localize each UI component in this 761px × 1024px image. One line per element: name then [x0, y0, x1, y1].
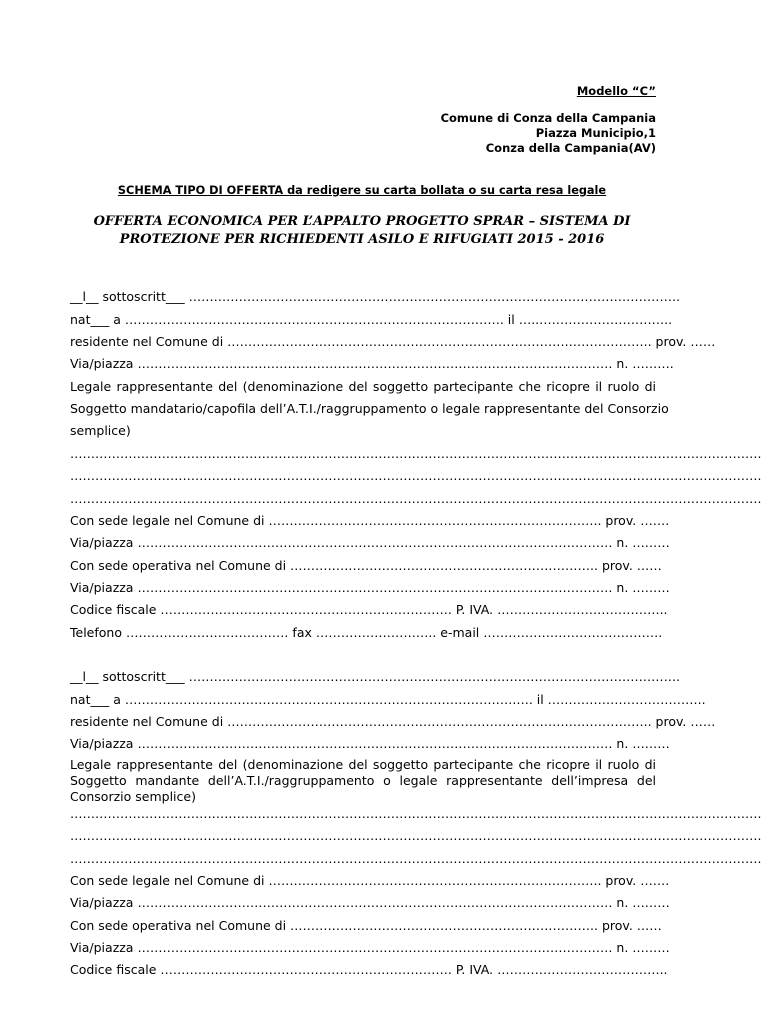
operational-seat-field-2[interactable]: Con sede operativa nel Comune di ……………………………………………………………….. prov. ……: [70, 918, 662, 933]
offer-title-line-1: OFFERTA ECONOMICA PER L’APPALTO PROGETTO SPRAR – SISTEMA DI: [93, 214, 631, 229]
legal-rep-text-2-line-1: Legale rappresentante del (denominazione del soggetto partecipante che ricopre il ruolo di: [70, 757, 656, 772]
legal-rep-text-line-1: Legale rappresentante del (denominazione del soggetto partecipante che ricopre il ruolo di: [70, 379, 656, 394]
legal-seat-street-field-2[interactable]: Via/piazza …………………………………………………………………………………………………… n. ………: [70, 895, 670, 910]
denomination-field-2[interactable]: ………………………………………………………………………………………………………………………………………………….: [70, 468, 761, 483]
operational-seat-field[interactable]: Con sede operativa nel Comune di ……………………………………………………………….. prov. ……: [70, 558, 662, 573]
signatory-name-field[interactable]: __l__ sottoscritt___ ……………………………………………………………………………………………………….: [70, 289, 681, 304]
offer-title-line-2: PROTEZIONE PER RICHIEDENTI ASILO E RIFUGIATI 2015 - 2016: [119, 232, 605, 247]
residence-field[interactable]: residente nel Comune di ……………………………………………………………………….……………….. prov. ……: [70, 334, 716, 349]
signatory-name-field-2[interactable]: __l__ sottoscritt___ ……………………………………………………………………………………………………….: [70, 669, 681, 684]
model-label: Modello “C”: [576, 84, 656, 98]
legal-rep-text-line-2: Soggetto mandatario/capofila dell’A.T.I./raggruppamento o legale rappresentante del Consorzio: [70, 401, 669, 416]
operational-seat-street-field[interactable]: Via/piazza …………………………………………………………………………………………………… n. ………: [70, 580, 670, 595]
operational-seat-street-field-2[interactable]: Via/piazza …………………………………………………………………………………………………… n. ………: [70, 940, 670, 955]
denomination-field-2-1[interactable]: ………………………………………………………………………………………………………………………………………………….: [70, 806, 761, 821]
recipient-city: Conza della Campania(AV): [485, 141, 656, 155]
legal-rep-text-line-3: semplice): [70, 423, 131, 438]
tax-code-vat-field-2[interactable]: Codice fiscale ……………………………………………………………. P. IVA. …………………………………..: [70, 962, 668, 977]
legal-rep-text-2-line-3: Consorzio semplice): [70, 789, 196, 804]
birth-place-date-field-2[interactable]: nat___ a ………………………………………………………………………………….…. il ………………………………..: [70, 692, 706, 707]
denomination-field-2-3[interactable]: ………………………………………………………………………………………………………………………………………………….: [70, 851, 761, 866]
street-field[interactable]: Via/piazza …………………………………………………………………………………………………… n. ……….: [70, 356, 674, 371]
legal-rep-text-2-line-2: Soggetto mandante dell’A.T.I./raggruppamento o legale rappresentante dell’impresa del: [70, 773, 656, 788]
recipient-street: Piazza Municipio,1: [535, 126, 656, 140]
recipient-municipality: Comune di Conza della Campania: [440, 111, 656, 125]
tax-code-vat-field[interactable]: Codice fiscale ……………………………………………………………. P. IVA. …………………………………..: [70, 602, 668, 617]
legal-seat-field-2[interactable]: Con sede legale nel Comune di …………………………………………………………………….. prov. …….: [70, 873, 670, 888]
birth-place-date-field[interactable]: nat___ a ………………………………………………………………………………. il …..…………………………..: [70, 312, 673, 327]
denomination-field-3[interactable]: ………………………………………………………………………………………………………………………………………………….: [70, 491, 761, 506]
street-field-2[interactable]: Via/piazza …………………………………………………………………………………………………… n. ………: [70, 736, 670, 751]
phone-fax-email-field[interactable]: Telefono ………………………………… fax ……………………….. e-mail …………………………………….: [70, 625, 663, 640]
residence-field-2[interactable]: residente nel Comune di ……………………………………………………………………….……………….. prov. ……: [70, 714, 716, 729]
legal-seat-street-field[interactable]: Via/piazza …………………………………………………………………………………………………… n. ………: [70, 535, 670, 550]
legal-seat-field[interactable]: Con sede legale nel Comune di …………………………………………………………………….. prov. …….: [70, 513, 670, 528]
schema-instruction: SCHEMA TIPO DI OFFERTA da redigere su carta bollata o su carta resa legale: [117, 184, 607, 197]
denomination-field-1[interactable]: ………………………………………………………………………………………………………………………………………………….: [70, 446, 761, 461]
denomination-field-2-2[interactable]: ………………………………………………………………………………………………………………………………………………….: [70, 828, 761, 843]
